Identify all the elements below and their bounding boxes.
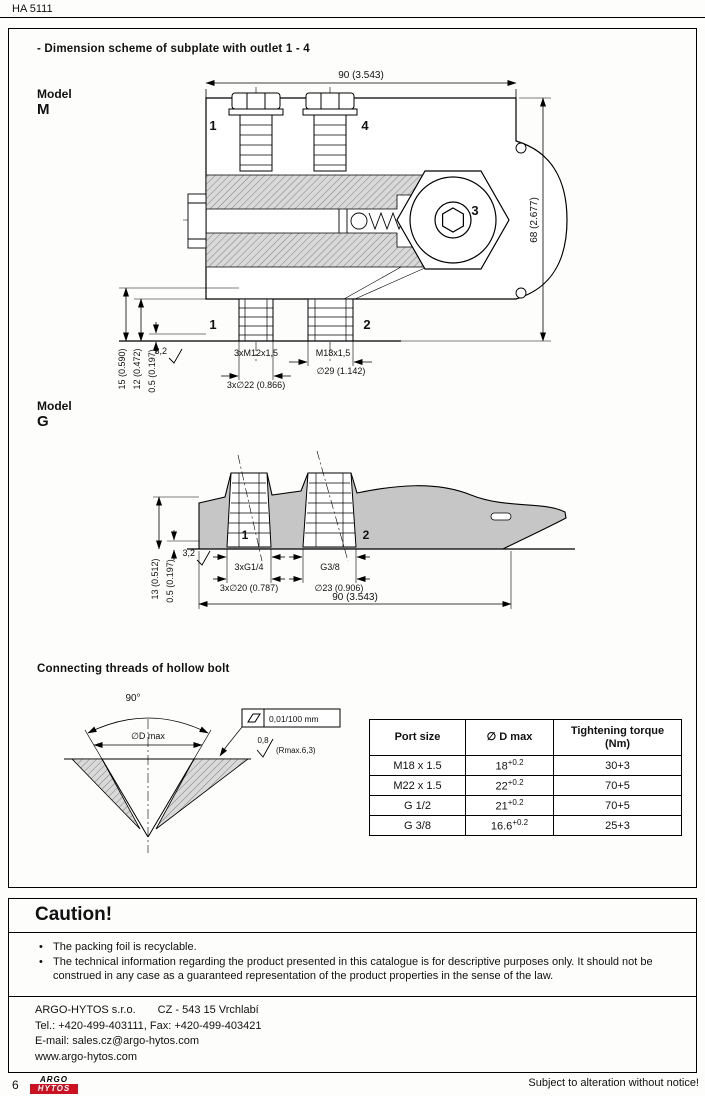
dim-90-bottom-label: 90 (3.543) bbox=[332, 592, 378, 603]
dia-small-g-label: 3x∅20 (0.787) bbox=[219, 583, 279, 593]
port-2-g bbox=[303, 473, 356, 547]
torque-table bbox=[369, 719, 682, 836]
dia-large-label: ∅29 (1.142) bbox=[316, 366, 366, 376]
dmax-label: ∅D max bbox=[131, 731, 165, 741]
model-m-drawing bbox=[101, 63, 571, 408]
model-g-letter: G bbox=[37, 413, 49, 430]
logo-hytos-text: HYTOS bbox=[30, 1084, 78, 1094]
logo-argo-text: ARGO bbox=[40, 1075, 68, 1084]
dia-large-g-label: ∅23 (0.906) bbox=[314, 583, 364, 593]
col-header-torque: Tightening torque (Nm) bbox=[554, 720, 682, 756]
caution-item bbox=[39, 955, 680, 984]
contact-line-company bbox=[35, 1003, 696, 1019]
cell-d-max: $22^{+0.2}$ bbox=[466, 776, 554, 796]
model-m-word: Model bbox=[37, 87, 72, 101]
cell-torque: 30+3 bbox=[554, 756, 682, 776]
company-address: CZ - 543 15 Vrchlabí bbox=[157, 1004, 259, 1016]
model-g-word: Model bbox=[37, 399, 72, 413]
contact-line-phone: Tel.: +420-499-403111, Fax: +420-499-403421 bbox=[35, 1019, 262, 1032]
dim-05-label: 0.5 (0.197) bbox=[147, 349, 157, 393]
port-1-top-label: 1 bbox=[209, 118, 217, 133]
dim-12-label: 12 (0.472) bbox=[132, 348, 142, 390]
hollow-bolt-drawing bbox=[36, 685, 371, 860]
angle-label: 90° bbox=[125, 693, 141, 704]
cell-port-size: G 1/2 bbox=[370, 796, 466, 816]
dia-small-label: 3x∅22 (0.866) bbox=[226, 380, 286, 390]
dims-left-g bbox=[159, 497, 174, 560]
table-row bbox=[370, 796, 682, 816]
port-2-label: 2 bbox=[363, 317, 371, 332]
header-rule bbox=[0, 17, 705, 18]
cell-d-max: $21^{+0.2}$ bbox=[466, 796, 554, 816]
model-m-label bbox=[37, 87, 72, 118]
port-2-g-label: 2 bbox=[362, 528, 370, 542]
port-1-bottom-label: 1 bbox=[209, 317, 217, 332]
bottom-port-1 bbox=[239, 299, 273, 341]
caution-text: The technical information regarding the product presented in this catalogue is for descriptive purposes only. It should not be construed in any case as a guaranteed representation of the product properties in the sense of the law. bbox=[53, 955, 653, 982]
model-g-label bbox=[37, 399, 72, 430]
table-header-row bbox=[370, 720, 682, 756]
col-header-port-size: Port size bbox=[370, 720, 466, 756]
caution-text: The packing foil is recyclable. bbox=[53, 941, 197, 953]
cell-port-size: G 3/8 bbox=[370, 816, 466, 836]
caution-contact-box bbox=[8, 898, 697, 1073]
thread-small-label: 3xM12x1,5 bbox=[233, 348, 279, 358]
cell-port-size: M18 x 1.5 bbox=[370, 756, 466, 776]
model-m-letter: M bbox=[37, 101, 50, 118]
bullet-icon bbox=[39, 940, 53, 955]
contact-line-website: www.argo-hytos.com bbox=[35, 1050, 138, 1063]
cell-torque: 70+5 bbox=[554, 796, 682, 816]
thread-large-g-label: G3/8 bbox=[320, 562, 340, 572]
contact-line-email: E-mail: sales.cz@argo-hytos.com bbox=[35, 1035, 199, 1047]
contact-block bbox=[9, 997, 696, 1065]
bottom-port-2 bbox=[308, 299, 353, 341]
dim-90-top-label: 90 (3.543) bbox=[338, 70, 384, 81]
material-wedges bbox=[72, 759, 248, 829]
argo-hytos-logo bbox=[30, 1076, 78, 1094]
flatness-value: 0,01/100 mm bbox=[269, 714, 319, 724]
roughness-note: (Rmax.6,3) bbox=[276, 746, 316, 755]
cell-torque: 25+3 bbox=[554, 816, 682, 836]
dim-68-label: 68 (2.677) bbox=[529, 197, 540, 243]
company-name: ARGO-HYTOS s.r.o. bbox=[35, 1004, 136, 1016]
thread-large-label: M18x1,5 bbox=[315, 348, 351, 358]
cell-d-max: $18^{+0.2}$ bbox=[466, 756, 554, 776]
cell-torque: 70+5 bbox=[554, 776, 682, 796]
surface-roughness-value: 3,2 bbox=[154, 346, 167, 356]
cell-port-size: M22 x 1.5 bbox=[370, 776, 466, 796]
model-g-drawing bbox=[141, 439, 581, 624]
caution-title: Caution! bbox=[9, 899, 696, 933]
body-slot bbox=[491, 513, 511, 520]
surface-roughness-g-value: 3,2 bbox=[182, 548, 195, 558]
port-1-g-label: 1 bbox=[241, 528, 249, 542]
cell-d-max: $16.6^{+0.2}$ bbox=[466, 816, 554, 836]
dim-13-label: 13 (0.512) bbox=[150, 558, 160, 600]
dims-left bbox=[126, 288, 156, 353]
port-3-label: 3 bbox=[471, 203, 479, 218]
port-4-label: 4 bbox=[361, 118, 369, 133]
surface-roughness-icon bbox=[169, 349, 182, 363]
dim-05-g-label: 0.5 (0.197) bbox=[165, 559, 175, 603]
caution-list bbox=[9, 933, 696, 997]
caution-item bbox=[39, 940, 680, 955]
main-content-box bbox=[8, 28, 697, 888]
bullet-icon bbox=[39, 955, 53, 984]
dimension-scheme-title: - Dimension scheme of subplate with outlet 1 - 4 bbox=[37, 43, 310, 55]
page-number: 6 bbox=[12, 1078, 19, 1092]
table-row bbox=[370, 816, 682, 836]
dim-15-label: 15 (0.590) bbox=[117, 348, 127, 390]
left-port-fitting bbox=[188, 194, 206, 248]
table-row bbox=[370, 756, 682, 776]
footer-note: Subject to alteration without notice! bbox=[528, 1077, 699, 1089]
doc-code: HA 5111 bbox=[12, 3, 53, 15]
table-row bbox=[370, 776, 682, 796]
port-1-g bbox=[227, 473, 271, 547]
connecting-threads-title: Connecting threads of hollow bolt bbox=[37, 663, 230, 675]
roughness-value: 0,8 bbox=[257, 736, 269, 745]
col-header-d-max: ∅ D max bbox=[466, 720, 554, 756]
thread-small-g-label: 3xG1/4 bbox=[234, 562, 264, 572]
